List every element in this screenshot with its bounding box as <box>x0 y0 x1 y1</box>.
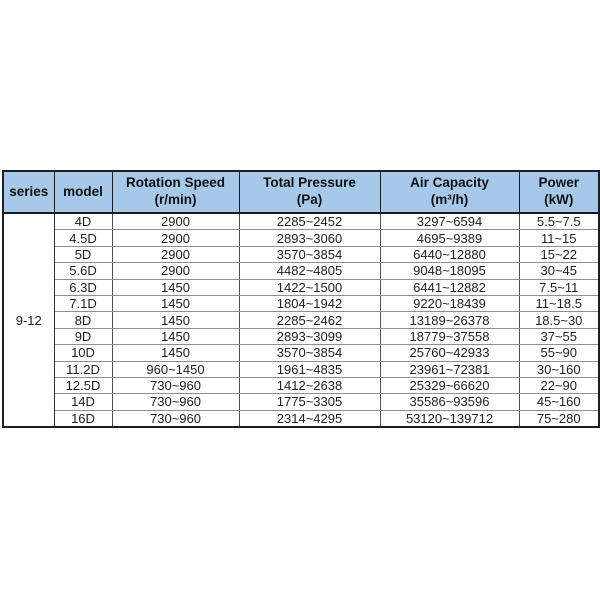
table-cell-air: 3297~6594 <box>380 213 519 230</box>
table-cell-total: 4482~4805 <box>239 263 380 279</box>
table-cell-model: 14D <box>54 394 112 410</box>
table-header <box>3 171 599 213</box>
table-row <box>3 394 599 410</box>
table-cell-power: 11~15 <box>519 230 599 246</box>
table-cell-rotation: 1450 <box>112 328 239 344</box>
table-cell-total: 3570~3854 <box>239 345 380 361</box>
table-cell-air: 9048~18095 <box>380 263 519 279</box>
table-cell-model: 7.1D <box>54 295 112 311</box>
header-label: Total Pressure <box>263 175 356 191</box>
table-cell-power: 7.5~11 <box>519 279 599 295</box>
column-header-total-pressure <box>239 171 380 213</box>
table-row <box>3 312 599 328</box>
table-cell-rotation: 2900 <box>112 213 239 230</box>
table-cell-air: 6441~12882 <box>380 279 519 295</box>
table-cell-power: 11~18.5 <box>519 295 599 311</box>
table-row <box>3 279 599 295</box>
table-row <box>3 410 599 427</box>
table-cell-air: 4695~9389 <box>380 230 519 246</box>
table-cell-rotation: 730~960 <box>112 410 239 427</box>
table-cell-air: 9220~18439 <box>380 295 519 311</box>
table-cell-rotation: 2900 <box>112 263 239 279</box>
header-row <box>3 171 599 213</box>
table-cell-total: 2893~3060 <box>239 230 380 246</box>
table-cell-total: 2285~2452 <box>239 213 380 230</box>
table-body <box>3 213 599 427</box>
table-row <box>3 377 599 393</box>
table-cell-model: 6.3D <box>54 279 112 295</box>
table-cell-air: 6440~12880 <box>380 246 519 262</box>
header-label: series <box>9 183 49 199</box>
table-cell-power: 37~55 <box>519 328 599 344</box>
table-cell-rotation: 960~1450 <box>112 361 239 377</box>
table-cell-air: 25329~66620 <box>380 377 519 393</box>
header-unit: (Pa) <box>296 192 323 207</box>
table-cell-model: 4.5D <box>54 230 112 246</box>
table-cell-power: 5.5~7.5 <box>519 213 599 230</box>
table-cell-air: 25760~42933 <box>380 345 519 361</box>
table-cell-model: 11.2D <box>54 361 112 377</box>
table-cell-air: 23961~72381 <box>380 361 519 377</box>
table-cell-model: 10D <box>54 345 112 361</box>
column-header-rotation-speed <box>112 171 239 213</box>
table-cell-rotation: 2900 <box>112 246 239 262</box>
spec-table <box>2 170 600 428</box>
table-cell-model: 16D <box>54 410 112 427</box>
table-cell-rotation: 730~960 <box>112 394 239 410</box>
table-cell-total: 3570~3854 <box>239 246 380 262</box>
table-row <box>3 263 599 279</box>
table-cell-model: 5D <box>54 246 112 262</box>
table-cell-rotation: 730~960 <box>112 377 239 393</box>
column-header-power <box>519 171 599 213</box>
column-header-series <box>3 171 54 213</box>
table-cell-air: 18779~37558 <box>380 328 519 344</box>
table-row <box>3 328 599 344</box>
table-row <box>3 230 599 246</box>
header-label: Air Capacity <box>410 175 489 191</box>
table-cell-power: 15~22 <box>519 246 599 262</box>
table-cell-power: 30~45 <box>519 263 599 279</box>
table-cell-rotation: 1450 <box>112 345 239 361</box>
table-cell-total: 1422~1500 <box>239 279 380 295</box>
spec-table-container <box>2 170 598 428</box>
table-cell-power: 18.5~30 <box>519 312 599 328</box>
table-cell-total: 1804~1942 <box>239 295 380 311</box>
table-cell-rotation: 1450 <box>112 279 239 295</box>
table-row <box>3 246 599 262</box>
header-label: Rotation Speed <box>125 175 225 191</box>
table-cell-total: 1775~3305 <box>239 394 380 410</box>
header-label: Power <box>538 175 579 191</box>
table-cell-model: 4D <box>54 213 112 230</box>
table-cell-rotation: 1450 <box>112 312 239 328</box>
table-cell-power: 30~160 <box>519 361 599 377</box>
column-header-model <box>54 171 112 213</box>
header-unit: (r/min) <box>154 192 197 207</box>
table-cell-power: 75~280 <box>519 410 599 427</box>
header-unit: (m³/h) <box>430 192 469 207</box>
table-cell-model: 5.6D <box>54 263 112 279</box>
table-row <box>3 345 599 361</box>
table-cell-power: 55~90 <box>519 345 599 361</box>
table-cell-total: 1412~2638 <box>239 377 380 393</box>
table-cell-total: 2893~3099 <box>239 328 380 344</box>
table-cell-air: 35586~93596 <box>380 394 519 410</box>
table-cell-model: 12.5D <box>54 377 112 393</box>
series-merged-cell: 9-12 <box>3 213 54 427</box>
table-cell-total: 1961~4835 <box>239 361 380 377</box>
table-cell-air: 53120~139712 <box>380 410 519 427</box>
table-row <box>3 295 599 311</box>
table-cell-power: 22~90 <box>519 377 599 393</box>
table-cell-total: 2285~2462 <box>239 312 380 328</box>
table-cell-rotation: 1450 <box>112 295 239 311</box>
table-row <box>3 213 599 230</box>
table-cell-total: 2314~4295 <box>239 410 380 427</box>
table-cell-air: 13189~26378 <box>380 312 519 328</box>
table-cell-power: 45~160 <box>519 394 599 410</box>
table-cell-rotation: 2900 <box>112 230 239 246</box>
column-header-air-capacity <box>380 171 519 213</box>
table-cell-model: 9D <box>54 328 112 344</box>
table-row <box>3 361 599 377</box>
header-label: model <box>63 183 103 199</box>
table-cell-model: 8D <box>54 312 112 328</box>
header-unit: (kW) <box>544 192 574 207</box>
